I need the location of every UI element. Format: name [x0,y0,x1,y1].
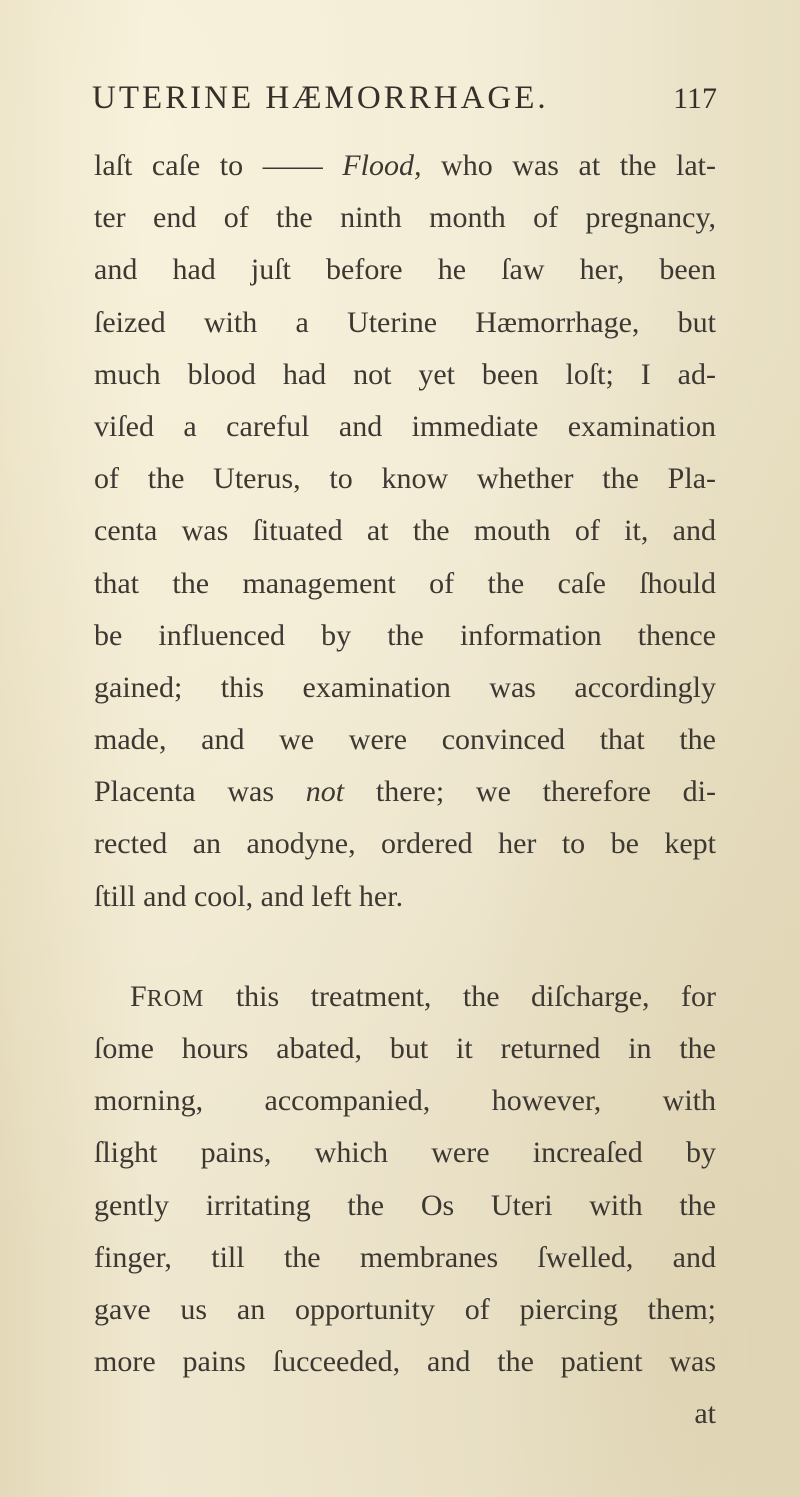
text-line: centa was ſituated at the mouth of it, and [94,514,716,548]
text-segment: there; we therefore di- [344,775,716,809]
text-line: more pains ſucceeded, and the patient was [94,1345,716,1379]
text-segment: who was at the lat- [421,149,716,182]
text-line: gave us an opportunity of piercing them; [94,1292,716,1326]
text-line: that the management of the caſe ſhould [94,566,716,600]
small-caps-word: ROM [146,985,205,1012]
text-segment: Placenta was [94,775,306,809]
body-text [94,140,716,1441]
text-line: and had juſt before he ſaw her, been [94,253,716,287]
text-line [94,766,716,818]
text-line: ſtill and cool, and left her. [94,879,404,913]
text-line: much blood had not yet been loſt; I ad- [94,357,716,391]
text-line: viſed a careful and immediate examination [94,409,716,443]
text-segment: laſt caſe to —— [94,149,343,182]
text-line: gently irritating the Os Uteri with the [94,1188,716,1222]
text-line: morning, accompanied, however, with [94,1084,716,1118]
catchword: at [694,1397,716,1431]
text-line: ter end of the ninth month of pregnancy, [94,201,716,235]
text-line: ſome hours abated, but it returned in the [94,1032,716,1065]
italic-word: not [305,775,345,809]
running-head [92,80,717,130]
text-line: finger, till the membranes ſwelled, and [94,1240,716,1274]
text-line: rected an anodyne, ordered her to be kept [94,827,716,861]
text-line: ſlight pains, which were increaſed by [94,1136,716,1170]
text-line: gained; this examination was accordingly [94,670,716,704]
text-line: be influenced by the information thence [94,618,716,652]
text-segment: F [130,979,147,1013]
text-segment: this treatment, the diſcharge, for [204,979,716,1013]
page-number: 117 [673,82,717,115]
running-title: UTERINE HÆMORRHAGE. [92,80,549,116]
text-line [94,140,716,192]
text-line: of the Uterus, to know whether the Pla- [94,462,716,496]
paragraph-gap [94,923,716,971]
text-line: made, and we were convinced that the [94,723,716,757]
italic-word: Flood, [342,149,422,182]
text-line [94,971,716,1023]
text-line: ſeized with a Uterine Hæmorrhage, but [94,305,716,339]
